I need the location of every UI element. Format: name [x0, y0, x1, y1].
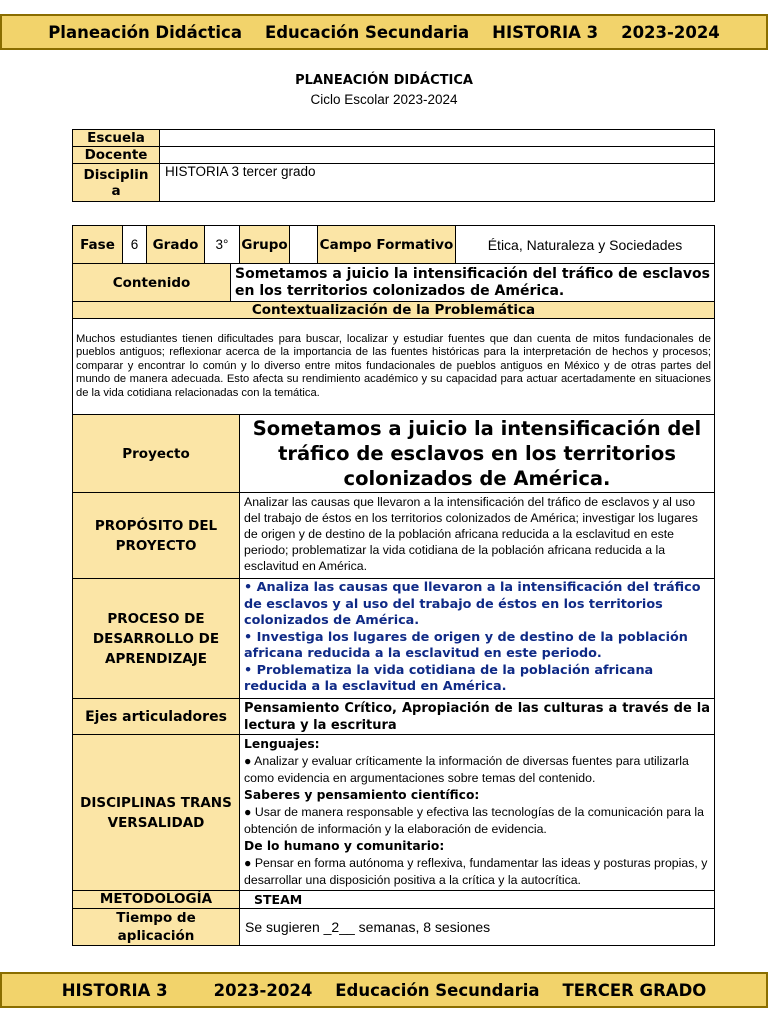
contenido-row [73, 264, 715, 302]
proceso-list [240, 579, 715, 699]
ejes-label: Ejes articuladores [73, 699, 240, 735]
campo-formativo-label: Campo Formativo [318, 226, 456, 264]
metodologia-row [73, 891, 715, 909]
disciplina-text: ● Pensar en forma autónoma y reflexiva, fundamentar las ideas y posturas propias, y desarrollar una disposición positiva a la crítica y la autocrítica. [244, 856, 708, 887]
page-title: PLANEACIÓN DIDÁCTICA [295, 73, 473, 88]
contextualizacion-text: Muchos estudiantes tienen dificultades para buscar, localizar y estudiar fuentes que dan cuenta de mitos fundacionales de pueblos antiguos; reflexionar acerca de la importancia de las fuentes históricas para la interpretación de hechos y procesos; comparar y encontrar lo común y lo diverso entre mitos fundacionales de pueblos antiguos en México y de otras partes del mundo de manera adecuada. Esto afecta su rendimiento académico y su capacidad para actuar acertadamente en situaciones de la vida cotidiana relacionadas con la temática. [73, 319, 715, 415]
planning-table [72, 225, 715, 946]
proceso-item: • Problematiza la vida cotidiana de la población africana reducida a la esclavitud en América. [244, 662, 654, 694]
contextualizacion-header-row [73, 302, 715, 319]
footer-banner: HISTORIA 3 2023-2024 Educación Secundaria TERCER GRADO [0, 972, 768, 1008]
contenido-label: Contenido [73, 264, 231, 302]
disciplinas-row [73, 735, 715, 891]
disciplina-heading: Saberes y pensamiento científico: [244, 788, 480, 802]
disciplina-value[interactable]: HISTORIA 3 tercer grado [160, 164, 715, 202]
contenido-value: Sometamos a juicio la intensificación del tráfico de esclavos en los territorios colonizados de América. [231, 264, 715, 302]
disciplina-text: ● Analizar y evaluar críticamente la información de diversas fuentes para utilizarla como evidencia en argumentaciones sobre temas del contenido. [244, 754, 689, 785]
escuela-row [73, 130, 715, 147]
fase-value: 6 [123, 226, 147, 264]
proposito-row [73, 493, 715, 579]
header-banner: Planeación Didáctica Educación Secundaria HISTORIA 3 2023-2024 [0, 14, 768, 50]
proyecto-label: Proyecto [73, 415, 240, 493]
docente-row [73, 147, 715, 164]
page-subtitle: Ciclo Escolar 2023-2024 [310, 92, 458, 107]
metodologia-value: STEAM [240, 891, 715, 909]
ejes-row [73, 699, 715, 735]
proyecto-value: Sometamos a juicio la intensificación del tráfico de esclavos en los territorios colonizados de América. [240, 415, 715, 493]
campo-formativo-value: Ética, Naturaleza y Sociedades [456, 226, 715, 264]
disciplina-text: ● Usar de manera responsable y efectiva las tecnologías de la comunicación para la obtención de información y la elaboración de evidencia. [244, 805, 704, 836]
proceso-row [73, 579, 715, 699]
proceso-label: PROCESO DE DESARROLLO DE APRENDIZAJE [73, 579, 240, 699]
disciplina-label: Disciplina [73, 164, 160, 202]
fase-row [73, 226, 715, 264]
disciplinas-content [240, 735, 715, 891]
proceso-item: • Analiza las causas que llevaron a la intensificación del tráfico de esclavos y al uso del trabajo de éstos en los territorios colonizados de América. [244, 580, 701, 628]
tiempo-value: Se sugieren _2__ semanas, 8 sesiones [240, 909, 715, 946]
proposito-label: PROPÓSITO DEL PROYECTO [73, 493, 240, 579]
proposito-value: Analizar las causas que llevaron a la intensificación del tráfico de esclavos y al uso del trabajo de éstos en los territorios colonizados de América; investigar los lugares de origen y de destino de la población africana reducida a la esclavitud en este periodo; problematizar la vida cotidiana de la población africana reducida a la esclavitud en América. [240, 493, 715, 579]
tiempo-row [73, 909, 715, 946]
disciplinas-label: DISCIPLINAS TRANSVERSALIDAD [73, 735, 240, 891]
grupo-label: Grupo [240, 226, 290, 264]
metodologia-label: METODOLOGÍA [73, 891, 240, 909]
escuela-value[interactable] [160, 130, 715, 147]
contextualizacion-label: Contextualización de la Problemática [73, 302, 715, 319]
grupo-value[interactable] [290, 226, 318, 264]
disciplina-row [73, 164, 715, 202]
disciplina-heading: Lenguajes: [244, 737, 320, 751]
contextualizacion-row [73, 319, 715, 415]
school-info-table [72, 129, 715, 202]
disciplina-heading: De lo humano y comunitario: [244, 839, 445, 853]
proceso-item: • Investiga los lugares de origen y de destino de la población africana reducida a la esclavitud en este periodo. [244, 629, 688, 661]
escuela-label: Escuela [73, 130, 160, 147]
grado-value: 3° [205, 226, 240, 264]
docente-label: Docente [73, 147, 160, 164]
fase-label: Fase [73, 226, 123, 264]
docente-value[interactable] [160, 147, 715, 164]
proyecto-row [73, 415, 715, 493]
ejes-value: Pensamiento Crítico, Apropiación de las culturas a través de la lectura y la escritura [240, 699, 715, 735]
tiempo-label: Tiempo de aplicación [73, 909, 240, 946]
grado-label: Grado [147, 226, 205, 264]
